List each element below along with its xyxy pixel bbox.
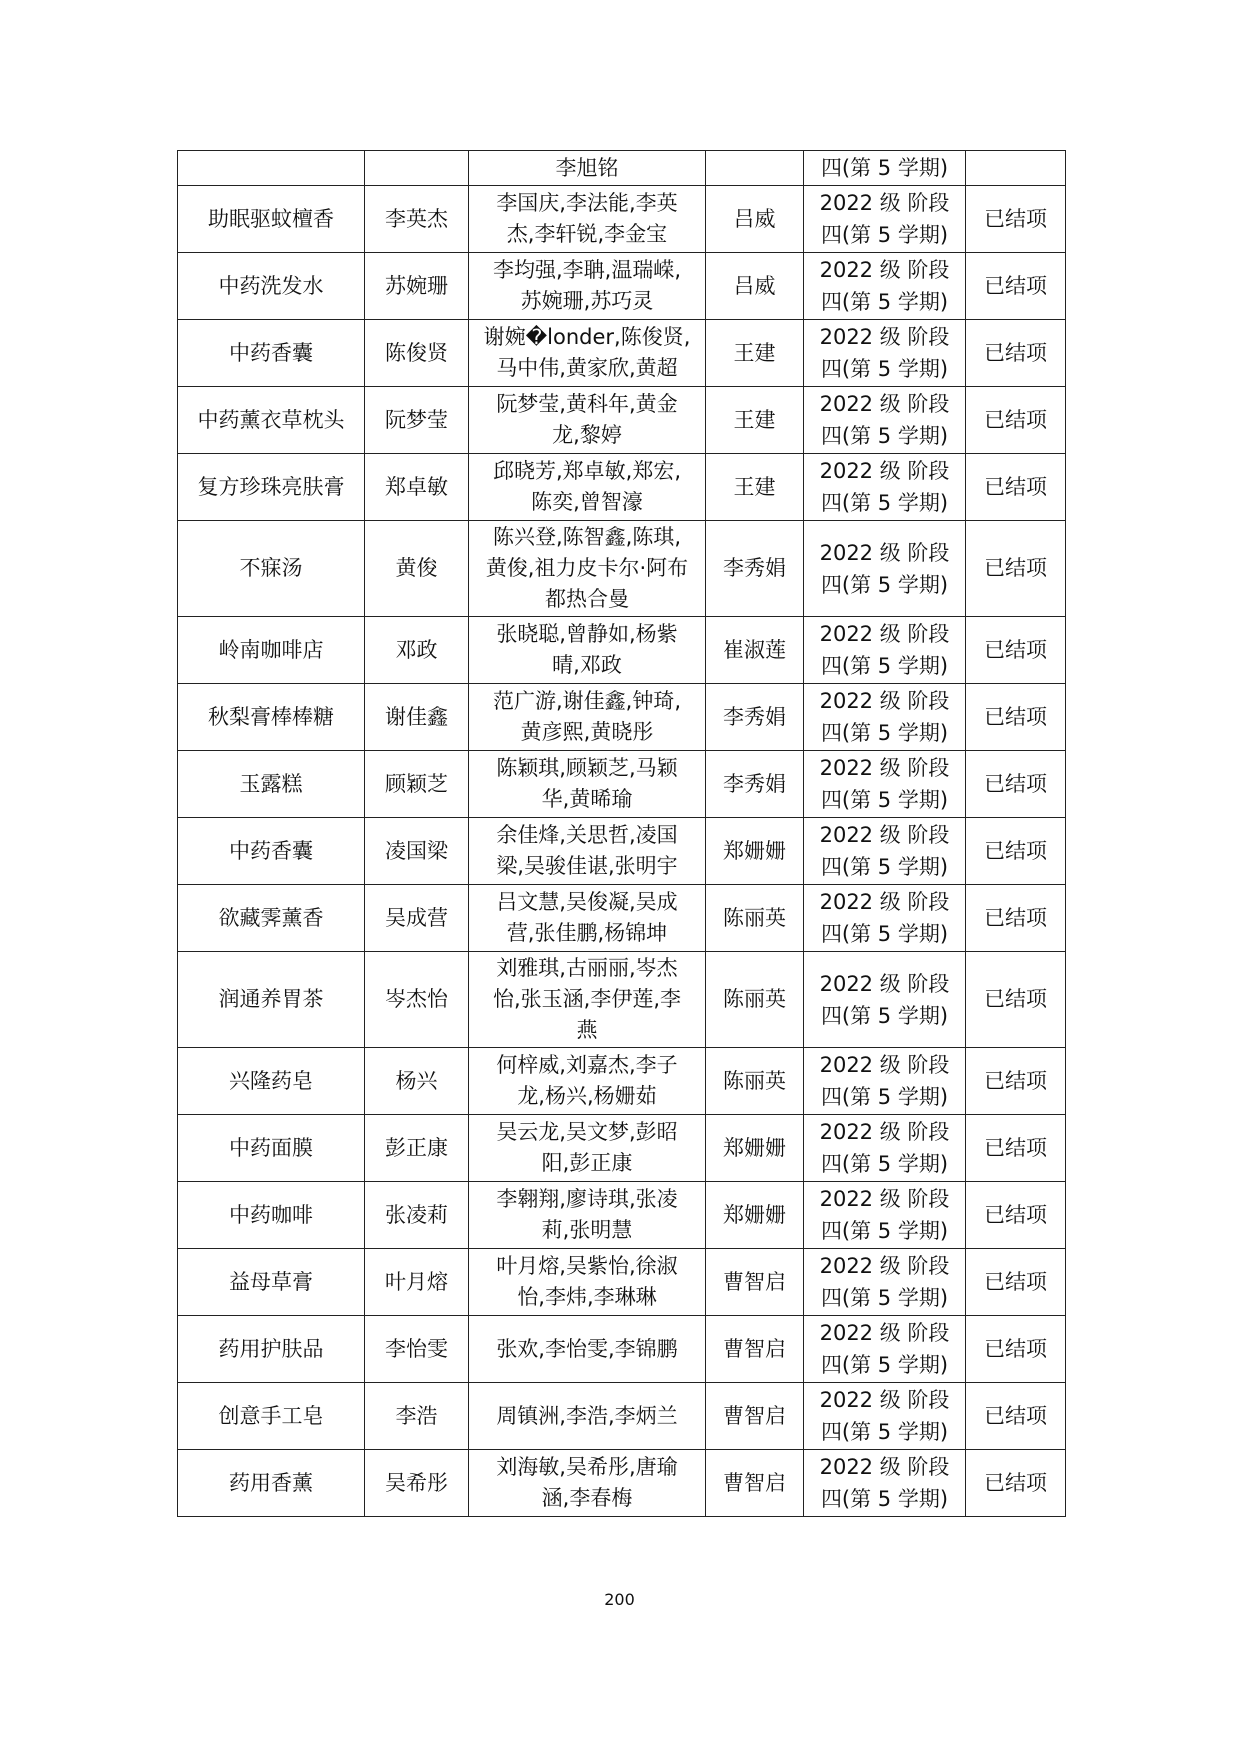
status-cell: 已结项 [966, 521, 1066, 617]
status-cell: 已结项 [966, 751, 1066, 818]
stage-cell: 2022 级 阶段四(第 5 学期) [804, 684, 966, 751]
leader-cell: 李浩 [365, 1383, 469, 1450]
leader-cell: 李英杰 [365, 186, 469, 253]
advisor-cell: 吕威 [706, 253, 804, 320]
table-row [178, 1316, 1066, 1383]
leader-cell [365, 151, 469, 186]
advisor-cell: 郑姗姗 [706, 1182, 804, 1249]
advisor-cell: 郑姗姗 [706, 818, 804, 885]
table-row [178, 387, 1066, 454]
leader-cell: 杨兴 [365, 1048, 469, 1115]
leader-cell: 郑卓敏 [365, 454, 469, 521]
stage-cell: 2022 级 阶段四(第 5 学期) [804, 253, 966, 320]
project-name-cell: 秋梨膏棒棒糖 [178, 684, 365, 751]
members-cell: 阮梦莹,黄科年,黄金龙,黎婷 [469, 387, 706, 454]
status-cell: 已结项 [966, 1115, 1066, 1182]
table-row [178, 1383, 1066, 1450]
advisor-cell: 李秀娟 [706, 684, 804, 751]
leader-cell: 凌国梁 [365, 818, 469, 885]
page-number: 200 [604, 1590, 635, 1609]
leader-cell: 彭正康 [365, 1115, 469, 1182]
project-name-cell: 中药薰衣草枕头 [178, 387, 365, 454]
table-row [178, 818, 1066, 885]
project-name-cell: 创意手工皂 [178, 1383, 365, 1450]
members-cell: 叶月熔,吴紫怡,徐淑怡,李炜,李琳琳 [469, 1249, 706, 1316]
table-row [178, 1182, 1066, 1249]
members-cell: 余佳烽,关思哲,凌国梁,吴骏佳谌,张明宇 [469, 818, 706, 885]
advisor-cell: 郑姗姗 [706, 1115, 804, 1182]
members-cell: 吴云龙,吴文梦,彭昭阳,彭正康 [469, 1115, 706, 1182]
members-cell: 李旭铭 [469, 151, 706, 186]
table-row [178, 1450, 1066, 1517]
members-cell: 张欢,李怡雯,李锦鹏 [469, 1316, 706, 1383]
advisor-cell: 李秀娟 [706, 521, 804, 617]
status-cell [966, 151, 1066, 186]
leader-cell: 阮梦莹 [365, 387, 469, 454]
members-cell: 李国庆,李法能,李英杰,李轩锐,李金宝 [469, 186, 706, 253]
advisor-cell: 陈丽英 [706, 1048, 804, 1115]
table-row [178, 684, 1066, 751]
members-cell: 李翱翔,廖诗琪,张凌莉,张明慧 [469, 1182, 706, 1249]
table-row [178, 151, 1066, 186]
project-name-cell [178, 151, 365, 186]
leader-cell: 李怡雯 [365, 1316, 469, 1383]
stage-cell: 2022 级 阶段四(第 5 学期) [804, 818, 966, 885]
advisor-cell: 崔淑莲 [706, 617, 804, 684]
status-cell: 已结项 [966, 1048, 1066, 1115]
status-cell: 已结项 [966, 885, 1066, 952]
status-cell: 已结项 [966, 387, 1066, 454]
project-name-cell: 益母草膏 [178, 1249, 365, 1316]
stage-cell: 2022 级 阶段四(第 5 学期) [804, 1048, 966, 1115]
project-name-cell: 玉露糕 [178, 751, 365, 818]
project-name-cell: 中药香囊 [178, 818, 365, 885]
leader-cell: 岑杰怡 [365, 952, 469, 1048]
stage-cell: 2022 级 阶段四(第 5 学期) [804, 186, 966, 253]
advisor-cell: 曹智启 [706, 1450, 804, 1517]
project-name-cell: 药用香薰 [178, 1450, 365, 1517]
status-cell: 已结项 [966, 454, 1066, 521]
advisor-cell: 王建 [706, 320, 804, 387]
project-name-cell: 中药香囊 [178, 320, 365, 387]
status-cell: 已结项 [966, 1316, 1066, 1383]
advisor-cell: 李秀娟 [706, 751, 804, 818]
stage-cell: 2022 级 阶段四(第 5 学期) [804, 1249, 966, 1316]
status-cell: 已结项 [966, 1182, 1066, 1249]
status-cell: 已结项 [966, 684, 1066, 751]
project-name-cell: 复方珍珠亮肤膏 [178, 454, 365, 521]
members-cell: 刘雅琪,古丽丽,岑杰怡,张玉涵,李伊莲,李燕 [469, 952, 706, 1048]
table-row [178, 320, 1066, 387]
leader-cell: 顾颖芝 [365, 751, 469, 818]
project-name-cell: 中药咖啡 [178, 1182, 365, 1249]
project-table-section [177, 150, 1065, 1517]
advisor-cell: 曹智启 [706, 1383, 804, 1450]
stage-cell: 2022 级 阶段四(第 5 学期) [804, 387, 966, 454]
advisor-cell: 吕威 [706, 186, 804, 253]
project-name-cell: 兴隆药皂 [178, 1048, 365, 1115]
members-cell: 陈颖琪,顾颖芝,马颖华,黄晞瑜 [469, 751, 706, 818]
table-row [178, 885, 1066, 952]
members-cell: 范广游,谢佳鑫,钟琦,黄彦熙,黄晓彤 [469, 684, 706, 751]
members-cell: 邱晓芳,郑卓敏,郑宏,陈奕,曾智濠 [469, 454, 706, 521]
status-cell: 已结项 [966, 1383, 1066, 1450]
leader-cell: 吴成营 [365, 885, 469, 952]
advisor-cell: 王建 [706, 454, 804, 521]
members-cell: 吕文慧,吴俊凝,吴成营,张佳鹏,杨锦坤 [469, 885, 706, 952]
leader-cell: 邓政 [365, 617, 469, 684]
members-cell: 陈兴登,陈智鑫,陈琪,黄俊,祖力皮卡尔·阿布都热合曼 [469, 521, 706, 617]
project-name-cell: 不寐汤 [178, 521, 365, 617]
table-row [178, 617, 1066, 684]
stage-cell: 2022 级 阶段四(第 5 学期) [804, 521, 966, 617]
status-cell: 已结项 [966, 1450, 1066, 1517]
advisor-cell: 陈丽英 [706, 952, 804, 1048]
stage-cell: 2022 级 阶段四(第 5 学期) [804, 1383, 966, 1450]
members-cell: 李均强,李聃,温瑞嵘,苏婉珊,苏巧灵 [469, 253, 706, 320]
table-row [178, 751, 1066, 818]
status-cell: 已结项 [966, 952, 1066, 1048]
table-row [178, 952, 1066, 1048]
project-name-cell: 药用护肤品 [178, 1316, 365, 1383]
stage-cell: 2022 级 阶段四(第 5 学期) [804, 1182, 966, 1249]
members-cell: 周镇洲,李浩,李炳兰 [469, 1383, 706, 1450]
leader-cell: 叶月熔 [365, 1249, 469, 1316]
table-row [178, 521, 1066, 617]
stage-cell: 2022 级 阶段四(第 5 学期) [804, 952, 966, 1048]
project-name-cell: 欲藏霁薰香 [178, 885, 365, 952]
leader-cell: 苏婉珊 [365, 253, 469, 320]
leader-cell: 陈俊贤 [365, 320, 469, 387]
leader-cell: 黄俊 [365, 521, 469, 617]
stage-cell: 2022 级 阶段四(第 5 学期) [804, 1115, 966, 1182]
advisor-cell: 曹智启 [706, 1249, 804, 1316]
status-cell: 已结项 [966, 320, 1066, 387]
stage-cell: 2022 级 阶段四(第 5 学期) [804, 617, 966, 684]
stage-cell: 2022 级 阶段四(第 5 学期) [804, 1450, 966, 1517]
status-cell: 已结项 [966, 186, 1066, 253]
project-name-cell: 助眠驱蚊檀香 [178, 186, 365, 253]
project-name-cell: 中药洗发水 [178, 253, 365, 320]
table-row [178, 1115, 1066, 1182]
advisor-cell: 王建 [706, 387, 804, 454]
table-body [178, 151, 1066, 1517]
table-row [178, 186, 1066, 253]
advisor-cell: 陈丽英 [706, 885, 804, 952]
stage-cell: 2022 级 阶段四(第 5 学期) [804, 320, 966, 387]
stage-cell: 2022 级 阶段四(第 5 学期) [804, 751, 966, 818]
table-row [178, 1048, 1066, 1115]
members-cell: 张晓聪,曾静如,杨紫晴,邓政 [469, 617, 706, 684]
status-cell: 已结项 [966, 818, 1066, 885]
leader-cell: 张凌莉 [365, 1182, 469, 1249]
stage-cell: 2022 级 阶段四(第 5 学期) [804, 1316, 966, 1383]
status-cell: 已结项 [966, 617, 1066, 684]
members-cell: 谢婉�londer,陈俊贤,马中伟,黄家欣,黄超 [469, 320, 706, 387]
stage-cell: 2022 级 阶段四(第 5 学期) [804, 885, 966, 952]
members-cell: 刘海敏,吴希彤,唐瑜涵,李春梅 [469, 1450, 706, 1517]
project-name-cell: 中药面膜 [178, 1115, 365, 1182]
status-cell: 已结项 [966, 253, 1066, 320]
advisor-cell [706, 151, 804, 186]
advisor-cell: 曹智启 [706, 1316, 804, 1383]
leader-cell: 谢佳鑫 [365, 684, 469, 751]
project-name-cell: 岭南咖啡店 [178, 617, 365, 684]
table-row [178, 454, 1066, 521]
project-table [177, 150, 1066, 1517]
leader-cell: 吴希彤 [365, 1450, 469, 1517]
table-row [178, 1249, 1066, 1316]
stage-cell: 四(第 5 学期) [804, 151, 966, 186]
members-cell: 何梓威,刘嘉杰,李子龙,杨兴,杨姗茹 [469, 1048, 706, 1115]
status-cell: 已结项 [966, 1249, 1066, 1316]
project-name-cell: 润通养胃茶 [178, 952, 365, 1048]
table-row [178, 253, 1066, 320]
stage-cell: 2022 级 阶段四(第 5 学期) [804, 454, 966, 521]
